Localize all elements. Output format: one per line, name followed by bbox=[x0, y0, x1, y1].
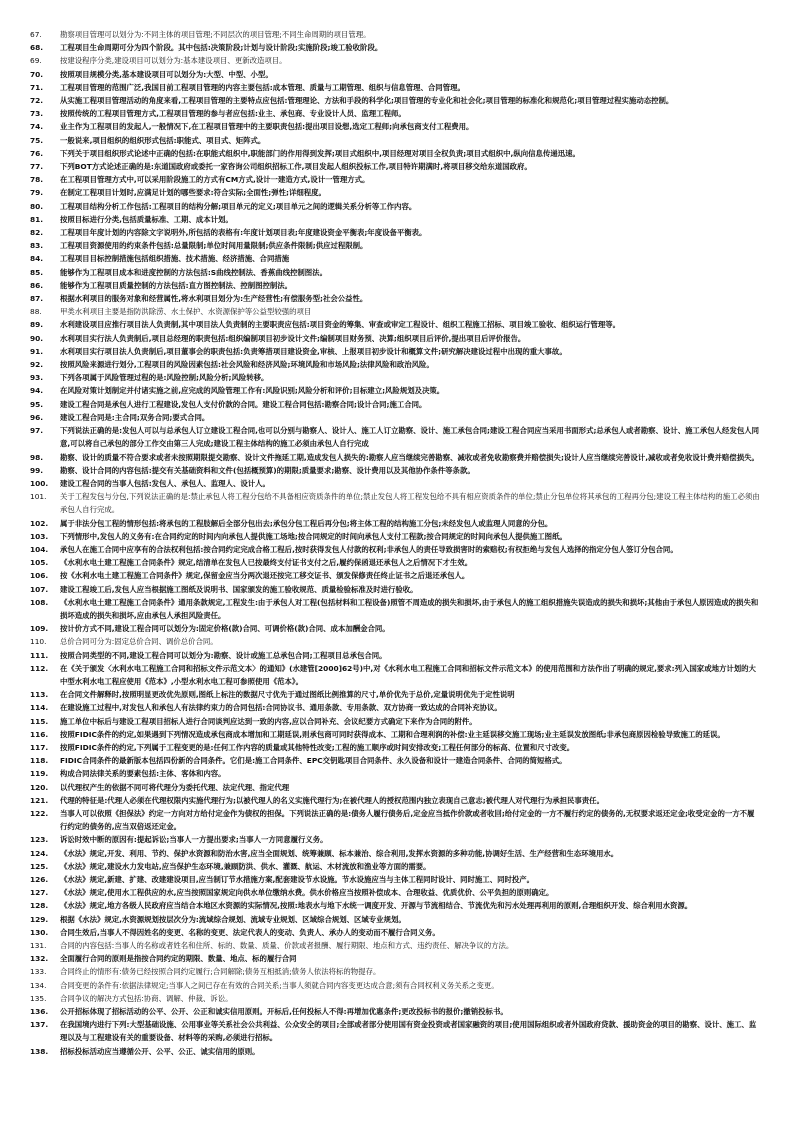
item-text: 下列各项属于风险管理过程的是:风险控制;风险分析;风险转移。 bbox=[60, 373, 269, 383]
item-number: 123. bbox=[30, 835, 49, 845]
item-number: 69. bbox=[30, 56, 42, 66]
list-item bbox=[30, 622, 760, 635]
list-item bbox=[30, 569, 760, 582]
item-number: 97. bbox=[30, 426, 44, 436]
item-number: 108. bbox=[30, 597, 49, 607]
item-text: 根据水利项目的服务对象和经营属性,将水利项目划分为:生产经营性;有偿服务型;社会公益性。 bbox=[60, 294, 368, 304]
item-number: 96. bbox=[30, 412, 44, 422]
item-text: 代理的特征是:代理人必须在代理权限内实施代理行为;以被代理人的名义实施代理行为;在被代理人的授权范围内独立表现自己意志;被代理人对代理行为承担民事责任。 bbox=[60, 795, 604, 805]
item-text: 按照风险来源进行划分,工程项目的风险因素包括:社会风险和经济风险;环境风险和市场风险;法律风险和政治风险。 bbox=[60, 360, 434, 370]
item-number: 129. bbox=[30, 914, 49, 924]
item-text: 一般说来,项目组织的组织形式包括:职能式、项目式、矩阵式。 bbox=[60, 135, 266, 145]
item-text: 《水利水电土建工程施工合同条件》通用条款规定,工程发生:由于承包人对工程(包括材料和工程设备)照管不周造成的损失和损坏,由于承包人的施工组织措施失误造成的损失和损坏;其他由于承包人原因造成的损失和损坏造成的损失和损坏,应由承包人承担风险责任。 bbox=[60, 597, 759, 620]
list-item bbox=[30, 1005, 760, 1018]
list-item bbox=[30, 781, 760, 794]
list-item bbox=[30, 860, 760, 873]
list-item bbox=[30, 952, 760, 965]
item-number: 101. bbox=[30, 492, 47, 502]
item-text: 建设工程合同是承包人进行工程建设,发包人支付价款的合同。建设工程合同包括:勘察合同;设计合同;施工合同。 bbox=[60, 399, 427, 409]
list-item bbox=[30, 213, 760, 226]
list-item bbox=[30, 107, 760, 120]
item-text: 诉讼时效中断的原因有:提起诉讼;当事人一方提出要求;当事人一方同意履行义务。 bbox=[60, 835, 328, 845]
item-number: 134. bbox=[30, 980, 47, 990]
item-text: 《水法》规定,新建、扩建、改建建设项目,应当制订节水措施方案,配套建设节水设施。节水设施应当与主体工程同时设计、同时施工、同时投产。 bbox=[60, 875, 535, 884]
item-text: 甲类水利项目主要是指防洪除涝、水土保护、水资源保护等公益型较强的项目 bbox=[60, 307, 312, 317]
item-text: 《水法》规定,使用水工程供应的水,应当按照国家规定向供水单位缴纳水费。供水价格应当按照补偿成本、合理收益、优质优价、公平负担的原则确定。 bbox=[60, 888, 554, 898]
list-item bbox=[30, 411, 760, 424]
list-item bbox=[30, 147, 760, 160]
list-item bbox=[30, 332, 760, 345]
item-number: 89. bbox=[30, 320, 44, 330]
list-item bbox=[30, 120, 760, 133]
list-item bbox=[30, 318, 760, 331]
item-text: 公开招标体现了招标活动的公平、公开、公正和诚实信用原则。开标后,任何投标人不得:再增加优惠条件;更改投标书的报价;撤销投标书。 bbox=[60, 1007, 508, 1017]
item-text: 按照项目规模分类,基本建设项目可以划分为:大型、中型、小型。 bbox=[60, 69, 273, 79]
list-item bbox=[30, 899, 760, 912]
item-text: 全面履行合同的原则是指按合同约定的期限、数量、地点、标的履行合同 bbox=[60, 954, 297, 964]
item-text: 根据《水法》规定,水资源规划按层次分为:流域综合规划、流域专业规划、区域综合规划、区域专业规划。 bbox=[60, 914, 406, 924]
item-text: 下列关于项目组织形式论述中正确的包括:在职能式组织中,职能部门的作用得到发挥;项目式组织中,项目经理对项目全权负责;项目式组织中,纵向信息传递迅速。 bbox=[60, 148, 580, 158]
item-number: 103. bbox=[30, 531, 49, 541]
item-number: 135. bbox=[30, 993, 47, 1003]
list-item bbox=[30, 54, 760, 67]
item-number: 94. bbox=[30, 386, 44, 396]
list-item bbox=[30, 807, 760, 833]
item-text: 下列说法正确的是:发包人可以与总承包人订立建设工程合同,也可以分别与勘察人、设计人、施工人订立勘察、设计、施工承包合同;建设工程合同应当采用书面形式;总承包人或者勘察、设计、施工承包人经发包人同意,可以将自己承包的部分工作交由第三人完成;建设工程主体结构的施工必须由承包人自行完成 bbox=[60, 426, 760, 449]
item-text: 建设工程合同的当事人包括:发包人、承包人、监理人、设计人。 bbox=[60, 478, 270, 488]
item-number: 121. bbox=[30, 795, 49, 805]
item-number: 95. bbox=[30, 399, 44, 409]
list-item bbox=[30, 186, 760, 199]
item-number: 92. bbox=[30, 360, 44, 370]
list-item bbox=[30, 266, 760, 279]
item-number: 76. bbox=[30, 148, 44, 158]
item-text: 合同变更的条件有:依据法律规定;当事人之间已存在有效的合同关系;当事人须就合同内容变更达成合意;须有合同权利义务关系之变更。 bbox=[60, 980, 499, 990]
item-text: 构成合同法律关系的要素包括:主体、客体和内容。 bbox=[60, 769, 226, 779]
item-number: 107. bbox=[30, 584, 49, 594]
item-number: 115. bbox=[30, 716, 49, 726]
item-text: 合同争议的解决方式包括:协商、调解、仲裁、诉讼。 bbox=[60, 993, 233, 1003]
list-item bbox=[30, 939, 760, 952]
item-number: 102. bbox=[30, 518, 49, 528]
item-number: 104. bbox=[30, 544, 49, 554]
item-number: 93. bbox=[30, 373, 44, 383]
item-number: 79. bbox=[30, 188, 44, 198]
item-number: 84. bbox=[30, 254, 44, 264]
list-item bbox=[30, 583, 760, 596]
list-item bbox=[30, 543, 760, 556]
list-item bbox=[30, 160, 760, 173]
item-text: 工程项目目标控制措施包括组织措施、技术措施、经济措施、合同措施 bbox=[60, 254, 290, 264]
list-item bbox=[30, 530, 760, 543]
list-item bbox=[30, 200, 760, 213]
list-item bbox=[30, 305, 760, 318]
item-text: 在风险对策计划制定并付诸实施之前,应完成的风险管理工作有:风险识别;风险分析和评价;目标建立;风险规划及决策。 bbox=[60, 386, 445, 396]
list-item bbox=[30, 81, 760, 94]
list-item bbox=[30, 41, 760, 54]
item-number: 136. bbox=[30, 1007, 49, 1017]
list-item bbox=[30, 477, 760, 490]
item-number: 125. bbox=[30, 861, 49, 871]
item-number: 131. bbox=[30, 941, 47, 951]
list-item bbox=[30, 94, 760, 107]
list-item bbox=[30, 873, 760, 886]
item-text: FIDIC合同条件的最新版本包括四份新的合同条件。它们是:施工合同条件、EPC交钥匙项目合同条件、永久设备和设计一建造合同条件、合同的简短格式。 bbox=[60, 756, 567, 766]
item-number: 98. bbox=[30, 452, 44, 462]
item-text: 按计价方式不同,建设工程合同可以划分为:固定价格(款)合同、可调价格(款)合同、成本加酬金合同。 bbox=[60, 624, 390, 634]
list-item bbox=[30, 371, 760, 384]
item-number: 133. bbox=[30, 967, 47, 977]
item-number: 100. bbox=[30, 478, 49, 488]
item-text: 按照FIDIC条件的约定,如果遇到下列情况造成承包商成本增加和工期延误,则承包商可同时获得成本、工期和合理利润的补偿:业主延误移交施工现场;业主延误发放图纸;非承包商原因检验导致施工的延误。 bbox=[60, 729, 725, 739]
item-number: 87. bbox=[30, 294, 44, 304]
item-number: 117. bbox=[30, 742, 49, 752]
item-text: 勘察、设计的质量不符合要求或者未按照期限提交勘察、设计文件拖延工期,造成发包人损失的:勘察人应当继续完善勘察、减收或者免收勘察费并赔偿损失;设计人应当继续完善设计,减收或者免收设计费并赔偿损失。 bbox=[60, 452, 759, 462]
item-number: 105. bbox=[30, 558, 49, 568]
list-item bbox=[30, 384, 760, 397]
item-text: 按照传统的工程项目管理方式,工程项目管理的参与者应包括:业主、承包商、专业设计人员、监理工程师。 bbox=[60, 109, 406, 119]
item-number: 114. bbox=[30, 703, 49, 713]
item-text: 建设工程合同是:主合同;双务合同;要式合同。 bbox=[60, 412, 210, 422]
list-item bbox=[30, 913, 760, 926]
item-number: 111. bbox=[30, 650, 49, 660]
item-text: 从实施工程项目管理活动的角度来看,工程项目管理的主要特点应包括:管理理论、方法和手段的科学化;项目管理的专业化和社会化;项目管理的标准化和规范化;项目管理过程实施动态控制。 bbox=[60, 96, 674, 106]
item-number: 88. bbox=[30, 307, 42, 317]
list-item bbox=[30, 1018, 760, 1044]
item-number: 85. bbox=[30, 267, 44, 277]
item-text: 合同的内容包括:当事人的名称或者姓名和住所、标的、数量、质量、价款或者报酬、履行期限、地点和方式、违约责任、解决争议的方法。 bbox=[60, 941, 514, 951]
item-number: 81. bbox=[30, 214, 44, 224]
item-text: 能够作为工程项目质量控制的方法包括:直方图控制法、控制图控制法。 bbox=[60, 280, 293, 290]
item-number: 90. bbox=[30, 333, 44, 343]
item-number: 138. bbox=[30, 1046, 49, 1056]
list-item bbox=[30, 596, 760, 622]
item-text: 承包人在施工合同中应享有的合法权利包括:按合同约定完成合格工程后,按时获得发包人付款的权利;非承包人的责任导致损害时的索赔权;有权拒绝与发包人选择的指定分包人签订分包合同。 bbox=[60, 544, 678, 554]
item-number: 91. bbox=[30, 346, 44, 356]
item-number: 119. bbox=[30, 769, 49, 779]
item-text: 按照目标进行分类,包括质量标准、工期、成本计划。 bbox=[60, 214, 233, 224]
list-item bbox=[30, 292, 760, 305]
list-item bbox=[30, 279, 760, 292]
item-text: 总价合同可分为:固定总价合同、调价总价合同。 bbox=[60, 637, 218, 647]
list-item bbox=[30, 926, 760, 939]
item-number: 86. bbox=[30, 280, 44, 290]
list-item bbox=[30, 345, 760, 358]
item-text: 《水法》规定,开发、利用、节约、保护水资源和防治水害,应当全面规划、统筹兼顾、标本兼治、综合利用,发挥水资源的多种功能,协调好生活、生产经营和生态环境用水。 bbox=[60, 848, 619, 858]
list-item bbox=[30, 794, 760, 807]
list-item bbox=[30, 134, 760, 147]
item-number: 124. bbox=[30, 848, 49, 858]
list-item bbox=[30, 701, 760, 714]
item-number: 127. bbox=[30, 888, 49, 898]
item-number: 67. bbox=[30, 30, 42, 39]
item-text: 水利建设项目应推行项目法人负责制,其中项目法人负责制的主要职责应包括:项目资金的筹集、审查或审定工程设计、组织工程施工招标、项目竣工验收、组织运行管理等。 bbox=[60, 320, 621, 330]
item-number: 132. bbox=[30, 954, 49, 964]
item-text: 合同终止的情形有:债务已经按照合同约定履行;合同解除;债务互相抵消;债务人依法将标的物提存。 bbox=[60, 967, 381, 977]
item-text: 施工单位中标后与建设工程项目招标人进行合同谈判应达到一致的内容,应以合同补充、会议纪要方式确定下来作为合同的附件。 bbox=[60, 716, 477, 726]
item-text: 招标投标活动应当遵循公开、公平、公正、诚实信用的原则。 bbox=[60, 1046, 260, 1056]
item-text: 工程项目资源使用的约束条件包括:总量限制;单位时间用量限制;供应条件限制;供应过程限制。 bbox=[60, 241, 368, 251]
item-text: 按建设程序分类,建设项目可以划分为:基本建设项目、更新改造项目。 bbox=[60, 56, 287, 66]
list-item bbox=[30, 767, 760, 780]
item-number: 126. bbox=[30, 875, 49, 884]
item-text: 当事人可以依照《担保法》约定一方向对方给付定金作为债权的担保。下列说法正确的是:债务人履行债务后,定金应当抵作价款或者收回;给付定金的一方不履行约定的债务的,无权要求返还定金;收受定金的一方不履行约定的债务的,应当双倍返还定金。 bbox=[60, 808, 755, 832]
list-item bbox=[30, 226, 760, 239]
item-text: 按照FIDIC条件的约定,下列属于工程变更的是:任何工作内容的质量或其他特性改变;工程的施工顺序或时间安排改变;工程任何部分的标高、位置和尺寸改变。 bbox=[60, 742, 575, 752]
list-item bbox=[30, 886, 760, 899]
item-text: 《水利水电土建工程施工合同条件》规定,结清单在发包人已按最终支付证书支付之后,履约保函退还承包人之后情况下才生效。 bbox=[60, 558, 473, 568]
item-number: 73. bbox=[30, 109, 44, 119]
item-text: 在制定工程项目计划时,应满足计划的哪些要求:符合实际;全面性;弹性;详细程度。 bbox=[60, 188, 326, 198]
list-item bbox=[30, 252, 760, 265]
item-text: 《水法》规定,建设水力发电站,应当保护生态环境,兼顾防洪、供水、灌溉、航运、木材流放和渔业等方面的需要。 bbox=[60, 861, 431, 871]
item-text: 以代理权产生的依据不同可将代理分为委托代理、法定代理、指定代理 bbox=[60, 782, 290, 792]
list-item bbox=[30, 451, 760, 464]
item-text: 工程项目年度计划的内容除文字说明外,所包括的表格有:年度计划项目表;年度建设资金平衡表;年度设备平衡表。 bbox=[60, 228, 427, 238]
list-item bbox=[30, 741, 760, 754]
item-number: 77. bbox=[30, 162, 44, 172]
item-number: 122. bbox=[30, 808, 49, 818]
list-item bbox=[30, 635, 760, 648]
list-item bbox=[30, 464, 760, 477]
item-text: 关于工程发包与分包,下列说法正确的是:禁止承包人将工程分包给不具备相应资质条件的单位;禁止发包人将工程发包给不具有相应资质条件的单位;禁止分包单位将其承包的工程再分包;建设工程主体结构的施工必须由承包人自行完成。 bbox=[60, 492, 760, 515]
item-text: 属于非法分包工程的情形包括:将承包的工程肢解后全部分包出去;承包分包工程后再分包;将主体工程的结构施工分包;未经发包人或监理人同意的分包。 bbox=[60, 518, 553, 528]
item-text: 工程项目结构分析工作包括:工程项目的结构分解;项目单元的定义;项目单元之间的逻辑关系分析等工作内容。 bbox=[60, 201, 417, 211]
item-number: 128. bbox=[30, 901, 49, 911]
item-number: 130. bbox=[30, 927, 49, 937]
list-item bbox=[30, 833, 760, 846]
list-item bbox=[30, 424, 760, 450]
list-item bbox=[30, 847, 760, 860]
item-number: 80. bbox=[30, 201, 44, 211]
list-item bbox=[30, 28, 760, 41]
item-text: 按照合同类型的不同,建设工程合同可以划分为:勘察、设计或施工总承包合同;工程项目总承包合同。 bbox=[60, 650, 387, 660]
item-number: 110. bbox=[30, 637, 47, 647]
item-text: 在合同文件解释时,按照明显更改优先原则,图纸上标注的数据尺寸优先于通过图纸比例推算的尺寸,单价优先于总价,定量说明优先于定性说明 bbox=[60, 690, 515, 700]
item-text: 工程项目生命周期可分为四个阶段。其中包括:决策阶段;计划与设计阶段;实施阶段;竣工验收阶段。 bbox=[60, 43, 383, 53]
item-number: 83. bbox=[30, 241, 44, 251]
list-item bbox=[30, 728, 760, 741]
item-number: 75. bbox=[30, 135, 44, 145]
item-text: 按《水利水电土建工程施工合同条件》规定,保留金应当分两次退还按完工移交证书、颁发保修责任终止证书之后退还承包人。 bbox=[60, 571, 470, 581]
item-text: 下列BOT方式论述正确的是:东道国政府或委托一家咨询公司组织招标工作,项目发起人组织投标工作,项目特许期满时,将项目移交给东道国政府。 bbox=[60, 162, 532, 172]
item-number: 72. bbox=[30, 96, 44, 106]
item-number: 137. bbox=[30, 1020, 49, 1030]
item-number: 120. bbox=[30, 782, 49, 792]
list-item bbox=[30, 358, 760, 371]
list-item bbox=[30, 979, 760, 992]
item-number: 113. bbox=[30, 690, 49, 700]
item-text: 水利项目实行项目法人负责制后,项目董事会的职责包括:负责筹措项目建设资金,审核、上报项目初步设计和概算文件;研究解决建设过程中出现的重大事故。 bbox=[60, 346, 567, 356]
item-number: 99. bbox=[30, 465, 44, 475]
item-text: 在建设施工过程中,对发包人和承包人有法律约束力的合同包括:合同协议书、通用条款、专用条款、双方协商一致达成的合同补充协议。 bbox=[60, 703, 502, 713]
item-text: 工程项目管理的范围广泛,我国目前工程项目管理的内容主要包括:成本管理、质量与工期管理、组织与信息管理、合同管理。 bbox=[60, 82, 465, 92]
list-item bbox=[30, 649, 760, 662]
list-item bbox=[30, 1045, 760, 1058]
item-text: 下列情形中,发包人的义务有:在合同约定的时间内向承包人提供施工场地;按合同规定的时间向承包人支付工程款;按合同规定的时间向承包人提供施工图纸。 bbox=[60, 531, 567, 541]
item-number: 68. bbox=[30, 43, 44, 53]
item-text: 在《关于颁发〈水利水电工程施工合同和招标文件示范文本〉的通知》(水建管[2000]62号)中,对《水利水电工程施工合同和招标文件示范文本》的使用范围和方法作出了明确的规定,要求:列入国家或地方计划的大中型水利水电工程应使用《范本》,小型水利水电工程可参照使用《范本》。 bbox=[60, 663, 756, 686]
item-number: 74. bbox=[30, 122, 44, 132]
item-number: 112. bbox=[30, 663, 49, 673]
item-number: 109. bbox=[30, 624, 49, 634]
item-text: 勘察项目管理可以划分为:不同主体的项目管理;不同层次的项目管理;不同生命周期的项目管理。 bbox=[60, 30, 371, 39]
list-item bbox=[30, 688, 760, 701]
item-number: 78. bbox=[30, 175, 44, 185]
list-item bbox=[30, 715, 760, 728]
item-text: 在我国境内进行下列:大型基础设施、公用事业等关系社会公共利益、公众安全的项目;全部或者部分使用国有资金投资或者国家融资的项目;使用国际组织或者外国政府贷款、援助资金的项目的勘察、设计、施工、监理以及与工程建设有关的重要设备、材料等的采购,必须进行招标。 bbox=[60, 1020, 757, 1043]
item-text: 《水法》规定,地方各级人民政府应当结合本地区水资源的实际情况,按照:地表水与地下水统一调度开发、开源与节流相结合、节流优先和污水处理再利用的原则,合理组织开发、综合利用水资源。 bbox=[60, 901, 693, 911]
item-number: 106. bbox=[30, 571, 49, 581]
item-text: 业主作为工程项目的发起人,一般情况下,在工程项目管理中的主要职责包括:提出项目设想,选定工程师;向承包商支付工程费用。 bbox=[60, 122, 474, 132]
item-text: 勘察、设计合同的内容包括:提交有关基础资料和文件(包括概预算)的期限;质量要求;勘察、设计费用以及其他协作条件等条款。 bbox=[60, 465, 475, 475]
item-text: 能够作为工程项目成本和进度控制的方法包括:S曲线控制法、香蕉曲线控制图法。 bbox=[60, 267, 327, 277]
item-number: 82. bbox=[30, 228, 44, 238]
item-text: 合同生效后,当事人不得因姓名的变更、名称的变更、法定代表人的变动、负责人、承办人的变动而不履行合同义务。 bbox=[60, 927, 440, 937]
list-item bbox=[30, 965, 760, 978]
list-item bbox=[30, 490, 760, 516]
list-item bbox=[30, 398, 760, 411]
list-item bbox=[30, 662, 760, 688]
list-item bbox=[30, 992, 760, 1005]
item-number: 71. bbox=[30, 82, 44, 92]
item-number: 116. bbox=[30, 729, 49, 739]
list-item bbox=[30, 68, 760, 81]
list-item bbox=[30, 556, 760, 569]
item-text: 水利项目实行法人负责制后,项目总经理的职责包括:组织编制项目初步设计文件;编制项目财务预、决算;组织项目后评价,提出项目后评价报告。 bbox=[60, 333, 526, 343]
item-text: 在工程项目管理方式中,可以采用阶段施工的方式有CM方式,设计一建造方式,设计一管理方式。 bbox=[60, 175, 370, 185]
item-number: 70. bbox=[30, 69, 44, 79]
list-item bbox=[30, 239, 760, 252]
item-number: 118. bbox=[30, 756, 49, 766]
list-item bbox=[30, 173, 760, 186]
item-text: 建设工程竣工后,发包人应当根据施工图纸及说明书、国家颁发的施工验收规范、质量检验标准及时进行验收。 bbox=[60, 584, 418, 594]
list-item bbox=[30, 517, 760, 530]
list-item bbox=[30, 754, 760, 767]
